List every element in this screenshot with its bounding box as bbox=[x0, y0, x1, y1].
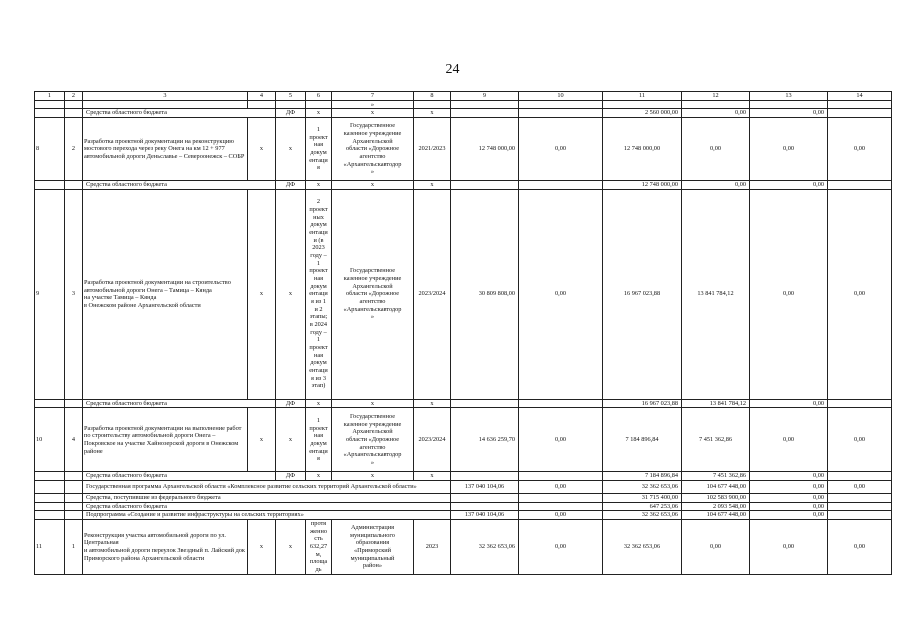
table-cell bbox=[35, 472, 65, 481]
table-cell: ДФ bbox=[276, 181, 306, 190]
amount-cell: 0,00 bbox=[519, 189, 603, 399]
table-row bbox=[35, 109, 892, 118]
table-cell bbox=[65, 181, 83, 190]
table-cell: 0,00 bbox=[519, 481, 603, 494]
table-cell bbox=[35, 399, 65, 408]
table-cell: 2023/2024 bbox=[414, 189, 451, 399]
amount-cell: 13 841 784,12 bbox=[682, 399, 750, 408]
table-cell: ДФ bbox=[276, 109, 306, 118]
table-cell bbox=[519, 181, 603, 190]
table-cell bbox=[35, 109, 65, 118]
table-cell bbox=[828, 494, 892, 503]
table-cell bbox=[248, 100, 276, 109]
column-number: 13 bbox=[750, 92, 828, 101]
funding-source-label: Средства областного бюджета bbox=[83, 399, 276, 408]
amount-cell: 2 093 548,00 bbox=[682, 502, 750, 511]
amount-cell: 7 451 362,86 bbox=[682, 408, 750, 472]
amount-cell: 0,00 bbox=[750, 481, 828, 494]
table-cell bbox=[519, 100, 603, 109]
table-row bbox=[35, 181, 892, 190]
table-cell bbox=[828, 399, 892, 408]
amount-cell: 12 748 000,00 bbox=[451, 118, 519, 181]
table-cell: 137 040 104,06 bbox=[451, 511, 519, 520]
funding-source-label: Средства областного бюджета bbox=[83, 472, 276, 481]
table-cell bbox=[750, 100, 828, 109]
table-cell bbox=[519, 109, 603, 118]
table-row bbox=[35, 511, 892, 520]
table-cell: Администрация муниципального образования «Приморский муниципальный район» bbox=[332, 520, 414, 575]
table-cell bbox=[519, 502, 603, 511]
amount-cell: 31 715 400,00 bbox=[603, 494, 682, 503]
table-row bbox=[35, 408, 892, 472]
table-cell: х bbox=[306, 399, 332, 408]
table-row bbox=[35, 189, 892, 399]
table-cell: 2 проект ных докум ентаци и (в 2023 году – 1 проект ная докум ентаци я из 1 и 2 этапы; в 2024 году – 1 проект ная докум ентаци я из 3 этап) bbox=[306, 189, 332, 399]
table-cell: 1 проект ная докум ентаци я bbox=[306, 408, 332, 472]
amount-cell: 0,00 bbox=[750, 520, 828, 575]
table-row bbox=[35, 494, 892, 503]
table-cell bbox=[65, 399, 83, 408]
item-number: 4 bbox=[65, 408, 83, 472]
table-cell: Государственное казенное учреждение Архангельской области «Дорожное агентство «Архангельскавтодор » bbox=[332, 189, 414, 399]
column-number: 12 bbox=[682, 92, 750, 101]
table-cell: Государственное казенное учреждение Архангельской области «Дорожное агентство «Архангельскавтодор » bbox=[332, 408, 414, 472]
amount-cell: 14 636 259,70 bbox=[451, 408, 519, 472]
table-cell: Государственное казенное учреждение Архангельской области «Дорожное агентство «Архангельскавтодор » bbox=[332, 118, 414, 181]
table-cell bbox=[65, 511, 83, 520]
object-name: Разработка проектной документации на выполнение работ по строительству автомобильной дороги Онега – Покровское на участке Хайнозерской дороги в Онежском районе bbox=[83, 408, 248, 472]
amount-cell: 0,00 bbox=[750, 408, 828, 472]
table-row bbox=[35, 399, 892, 408]
table-cell bbox=[828, 511, 892, 520]
total-label: Государственная программа Архангельской области «Комплексное развитие сельских территорий Архангельской области» bbox=[83, 481, 451, 494]
table-row bbox=[35, 502, 892, 511]
page-number: 24 bbox=[445, 62, 460, 77]
table-row bbox=[35, 520, 892, 575]
table-cell: х bbox=[414, 181, 451, 190]
total-label: Средства областного бюджета bbox=[83, 502, 451, 511]
table-cell bbox=[519, 494, 603, 503]
table-cell bbox=[828, 181, 892, 190]
column-number: 10 bbox=[519, 92, 603, 101]
amount-cell: 2 560 000,00 bbox=[603, 109, 682, 118]
table-cell: х bbox=[276, 189, 306, 399]
table-cell bbox=[83, 100, 248, 109]
amount-cell: 16 967 023,88 bbox=[603, 189, 682, 399]
table-cell: х bbox=[248, 189, 276, 399]
table-cell bbox=[65, 502, 83, 511]
amount-cell: 104 677 448,00 bbox=[682, 511, 750, 520]
table-cell bbox=[35, 100, 65, 109]
amount-cell: 0,00 bbox=[828, 118, 892, 181]
table-cell bbox=[519, 472, 603, 481]
amount-cell: 0,00 bbox=[750, 502, 828, 511]
funding-source-label: Средства областного бюджета bbox=[83, 109, 276, 118]
row-number: 11 bbox=[35, 520, 65, 575]
table-cell: х bbox=[248, 118, 276, 181]
table-cell: 0,00 bbox=[519, 511, 603, 520]
table-cell: х bbox=[248, 408, 276, 472]
column-number: 7 bbox=[332, 92, 414, 101]
amount-cell: 32 362 653,06 bbox=[603, 511, 682, 520]
table-cell bbox=[65, 109, 83, 118]
amount-cell: 0,00 bbox=[519, 118, 603, 181]
table-cell bbox=[414, 100, 451, 109]
column-number: 4 bbox=[248, 92, 276, 101]
table-cell bbox=[828, 472, 892, 481]
amount-cell: 102 583 900,00 bbox=[682, 494, 750, 503]
table-cell: протя женно сть 632,27 м, площа дь bbox=[306, 520, 332, 575]
table-cell: х bbox=[414, 109, 451, 118]
object-name: Разработка проектной документации на реконструкцию мостового перехода через реку Онега на км 12 + 977 автомобильной дороги Деньславье – Североонежск – СОБР bbox=[83, 118, 248, 181]
table-row bbox=[35, 100, 892, 109]
amount-cell: 0,00 bbox=[682, 520, 750, 575]
total-label: Подпрограмма «Создание и развитие инфраструктуры на сельских территориях» bbox=[83, 511, 451, 520]
column-number: 3 bbox=[83, 92, 248, 101]
amount-cell: 32 362 653,06 bbox=[603, 481, 682, 494]
table-cell bbox=[828, 502, 892, 511]
amount-cell: 0,00 bbox=[519, 520, 603, 575]
table-cell: х bbox=[414, 399, 451, 408]
header-row bbox=[35, 92, 892, 101]
table-cell: х bbox=[248, 520, 276, 575]
amount-cell: 0,00 bbox=[682, 181, 750, 190]
amount-cell: 7 184 896,84 bbox=[603, 472, 682, 481]
object-name: Разработка проектной документации на строительство автомобильной дороги Онега – Тамица – Кянда на участке Тамица – Кянда в Онежском районе Архангельской области bbox=[83, 189, 248, 399]
row-number: 8 bbox=[35, 118, 65, 181]
amount-cell: 647 253,06 bbox=[603, 502, 682, 511]
table-cell bbox=[35, 481, 65, 494]
table-cell bbox=[35, 494, 65, 503]
table-cell bbox=[451, 472, 519, 481]
item-number: 1 bbox=[65, 520, 83, 575]
table-cell bbox=[451, 502, 519, 511]
amount-cell: 0,00 bbox=[828, 189, 892, 399]
amount-cell: 7 184 896,84 bbox=[603, 408, 682, 472]
amount-cell: 0,00 bbox=[750, 181, 828, 190]
amount-cell: 104 677 448,00 bbox=[682, 481, 750, 494]
amount-cell: 0,00 bbox=[750, 399, 828, 408]
item-number: 2 bbox=[65, 118, 83, 181]
amount-cell: 32 362 653,06 bbox=[451, 520, 519, 575]
amount-cell: 30 809 808,00 bbox=[451, 189, 519, 399]
amount-cell: 32 362 653,06 bbox=[603, 520, 682, 575]
table-cell bbox=[35, 502, 65, 511]
table-cell: ДФ bbox=[276, 399, 306, 408]
amount-cell: 0,00 bbox=[750, 109, 828, 118]
table-cell bbox=[306, 100, 332, 109]
table-cell bbox=[35, 181, 65, 190]
table-cell bbox=[35, 511, 65, 520]
amount-cell: 0,00 bbox=[828, 408, 892, 472]
table-cell: х bbox=[276, 118, 306, 181]
column-number: 5 bbox=[276, 92, 306, 101]
column-number: 2 bbox=[65, 92, 83, 101]
table-cell: х bbox=[276, 408, 306, 472]
table-cell bbox=[65, 472, 83, 481]
table-cell: 0,00 bbox=[828, 481, 892, 494]
table-cell bbox=[451, 100, 519, 109]
table-row bbox=[35, 118, 892, 181]
amount-cell: 0,00 bbox=[682, 118, 750, 181]
row-number: 9 bbox=[35, 189, 65, 399]
table-cell: » bbox=[332, 100, 414, 109]
item-number: 3 bbox=[65, 189, 83, 399]
amount-cell: 0,00 bbox=[750, 118, 828, 181]
table-cell: х bbox=[306, 472, 332, 481]
column-number: 8 bbox=[414, 92, 451, 101]
row-number: 10 bbox=[35, 408, 65, 472]
table-cell bbox=[682, 100, 750, 109]
table-cell bbox=[519, 399, 603, 408]
table-cell bbox=[828, 109, 892, 118]
column-number: 11 bbox=[603, 92, 682, 101]
column-number: 1 bbox=[35, 92, 65, 101]
table-cell bbox=[828, 100, 892, 109]
table-cell: х bbox=[332, 181, 414, 190]
table-cell: х bbox=[332, 399, 414, 408]
object-name: Реконструкция участка автомобильной дороги по ул. Центральная и автомобильной дороги переулок Звездный п. Лайский док Приморского района Архангельской области bbox=[83, 520, 248, 575]
table-cell: х bbox=[306, 181, 332, 190]
table-cell bbox=[65, 494, 83, 503]
table-cell bbox=[65, 481, 83, 494]
amount-cell: 0,00 bbox=[519, 408, 603, 472]
amount-cell: 12 748 000,00 bbox=[603, 118, 682, 181]
table-cell: 2023/2024 bbox=[414, 408, 451, 472]
amount-cell: 0,00 bbox=[750, 494, 828, 503]
table-cell: 2023 bbox=[414, 520, 451, 575]
amount-cell: 0,00 bbox=[750, 511, 828, 520]
table-cell: х bbox=[276, 520, 306, 575]
amount-cell: 0,00 bbox=[750, 472, 828, 481]
table-cell: х bbox=[332, 472, 414, 481]
column-number: 6 bbox=[306, 92, 332, 101]
table-cell bbox=[451, 399, 519, 408]
table-cell: 1 проект ная докум ентаци я bbox=[306, 118, 332, 181]
table-cell: х bbox=[414, 472, 451, 481]
table-row bbox=[35, 481, 892, 494]
funding-source-label: Средства областного бюджета bbox=[83, 181, 276, 190]
table-cell: ДФ bbox=[276, 472, 306, 481]
amount-cell: 0,00 bbox=[682, 109, 750, 118]
table-cell: х bbox=[306, 109, 332, 118]
table-row bbox=[35, 472, 892, 481]
table-cell bbox=[451, 181, 519, 190]
amount-cell: 0,00 bbox=[750, 189, 828, 399]
table-body bbox=[35, 92, 892, 575]
total-label: Средства, поступившие из федерального бюджета bbox=[83, 494, 451, 503]
amount-cell: 13 841 784,12 bbox=[682, 189, 750, 399]
table-cell: 2021/2023 bbox=[414, 118, 451, 181]
column-number: 14 bbox=[828, 92, 892, 101]
table-cell bbox=[276, 100, 306, 109]
program-table bbox=[34, 91, 892, 575]
table-cell bbox=[603, 100, 682, 109]
amount-cell: 16 967 023,88 bbox=[603, 399, 682, 408]
table-cell: х bbox=[332, 109, 414, 118]
amount-cell: 0,00 bbox=[828, 520, 892, 575]
table-cell bbox=[451, 494, 519, 503]
amount-cell: 7 451 362,86 bbox=[682, 472, 750, 481]
table-cell bbox=[65, 100, 83, 109]
table-cell: 137 040 104,06 bbox=[451, 481, 519, 494]
table-cell bbox=[451, 109, 519, 118]
amount-cell: 12 748 000,00 bbox=[603, 181, 682, 190]
column-number: 9 bbox=[451, 92, 519, 101]
